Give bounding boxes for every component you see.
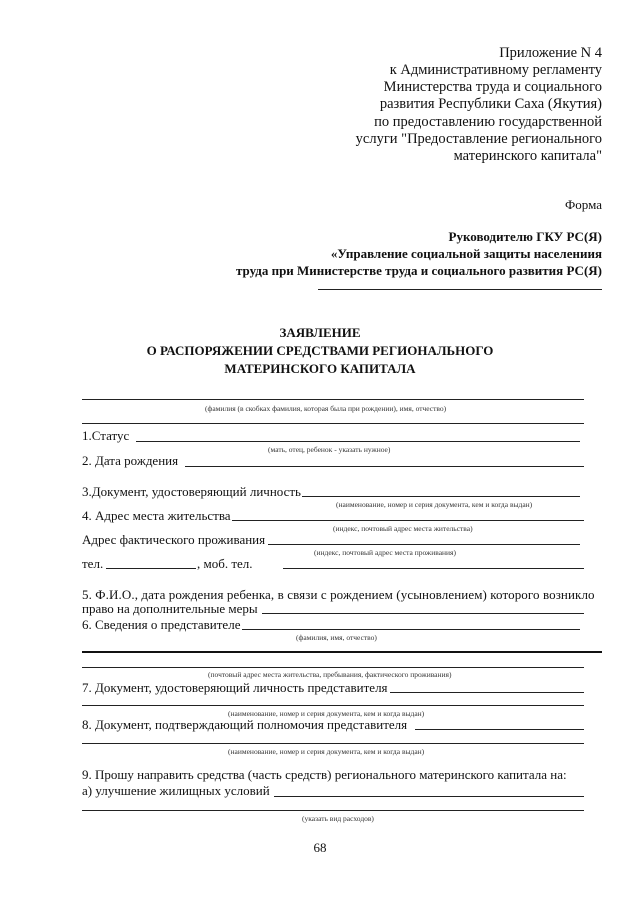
- child-field[interactable]: [262, 613, 584, 614]
- actual-address-field[interactable]: [268, 544, 580, 545]
- form-label: Форма: [565, 197, 602, 212]
- child-line-1: 5. Ф.И.О., дата рождения ребенка, в связи с рождением (усыновлением) которого возникло: [82, 587, 595, 602]
- actual-address-label: Адрес фактического проживания: [82, 532, 266, 547]
- address-label: 4. Адрес места жительства: [82, 508, 231, 523]
- mob-field[interactable]: [283, 568, 584, 569]
- birthdate-label: 2. Дата рождения: [82, 453, 179, 468]
- addressee-line: труда при Министерстве труда и социального развития РС(Я): [235, 263, 602, 278]
- rep-doc-field[interactable]: [390, 692, 584, 693]
- expense-field[interactable]: [82, 810, 584, 811]
- rep-caption: (фамилия, имя, отчество): [296, 633, 377, 642]
- status-caption: (мать, отец, ребенок - указать нужное): [268, 445, 391, 454]
- document-caption: (наименование, номер и серия документа, кем и когда выдан): [336, 500, 533, 509]
- status-label: 1.Статус: [82, 428, 130, 443]
- housing-label: а) улучшение жилищных условий: [82, 783, 270, 798]
- appendix-line: по предоставлению государственной: [374, 114, 602, 130]
- fio-caption: (фамилия (в скобках фамилия, которая была при рождении), имя, отчество): [205, 404, 447, 413]
- rep-label: 6. Сведения о представителе: [82, 617, 241, 632]
- rep-doc-caption: (наименование, номер и серия документа, кем и когда выдан): [228, 709, 425, 718]
- authority-field-2[interactable]: [82, 743, 584, 744]
- mob-label: , моб. тел.: [197, 556, 253, 571]
- tel-field[interactable]: [106, 568, 196, 569]
- addressee-line: «Управление социальной защиты населениия: [330, 246, 602, 261]
- authority-label: 8. Документ, подтверждающий полномочия представителя: [82, 717, 408, 732]
- authority-field[interactable]: [415, 729, 584, 730]
- rep-field[interactable]: [242, 629, 580, 630]
- child-line-2: право на дополнительные меры: [82, 601, 258, 616]
- applicant-fio-field-2[interactable]: [82, 423, 584, 424]
- appendix-line: к Административному регламенту: [389, 62, 602, 78]
- page-number: 68: [313, 840, 327, 855]
- appendix-line: услуги "Предоставление регионального: [355, 131, 602, 147]
- title-line: МАТЕРИНСКОГО КАПИТАЛА: [224, 361, 416, 376]
- rep-doc-field-2[interactable]: [82, 705, 584, 706]
- addressee-signature-line[interactable]: [318, 289, 602, 290]
- rep-doc-label: 7. Документ, удостоверяющий личность представителя: [82, 680, 388, 695]
- appendix-line: Приложение N 4: [499, 45, 602, 61]
- section-divider: [82, 651, 602, 653]
- appendix-line: Министерства труда и социального: [383, 79, 602, 95]
- document-label: 3.Документ, удостоверяющий личность: [82, 484, 301, 499]
- expense-caption: (указать вид расходов): [302, 814, 374, 823]
- addressee-line: Руководителю ГКУ РС(Я): [448, 229, 602, 244]
- document-field[interactable]: [302, 496, 580, 497]
- title-line: О РАСПОРЯЖЕНИИ СРЕДСТВАМИ РЕГИОНАЛЬНОГО: [146, 343, 494, 358]
- address-field[interactable]: [232, 520, 584, 521]
- tel-label: тел.: [82, 556, 104, 571]
- birthdate-field[interactable]: [185, 466, 584, 467]
- applicant-fio-field[interactable]: [82, 399, 584, 400]
- status-field[interactable]: [136, 441, 580, 442]
- title-line: ЗАЯВЛЕНИЕ: [279, 325, 361, 340]
- appendix-line: материнского капитала": [453, 148, 602, 164]
- rep-address-field[interactable]: [82, 667, 584, 668]
- actual-address-caption: (индекс, почтовый адрес места проживания): [314, 548, 456, 557]
- housing-field[interactable]: [274, 796, 584, 797]
- direct-funds-line: 9. Прошу направить средства (часть средств) регионального материнского капитала на:: [82, 767, 567, 782]
- rep-address-caption: (почтовый адрес места жительства, пребывания, фактического проживания): [208, 670, 452, 679]
- address-caption: (индекс, почтовый адрес места жительства): [333, 524, 473, 533]
- authority-caption: (наименование, номер и серия документа, кем и когда выдан): [228, 747, 425, 756]
- appendix-line: развития Республики Саха (Якутия): [379, 96, 602, 112]
